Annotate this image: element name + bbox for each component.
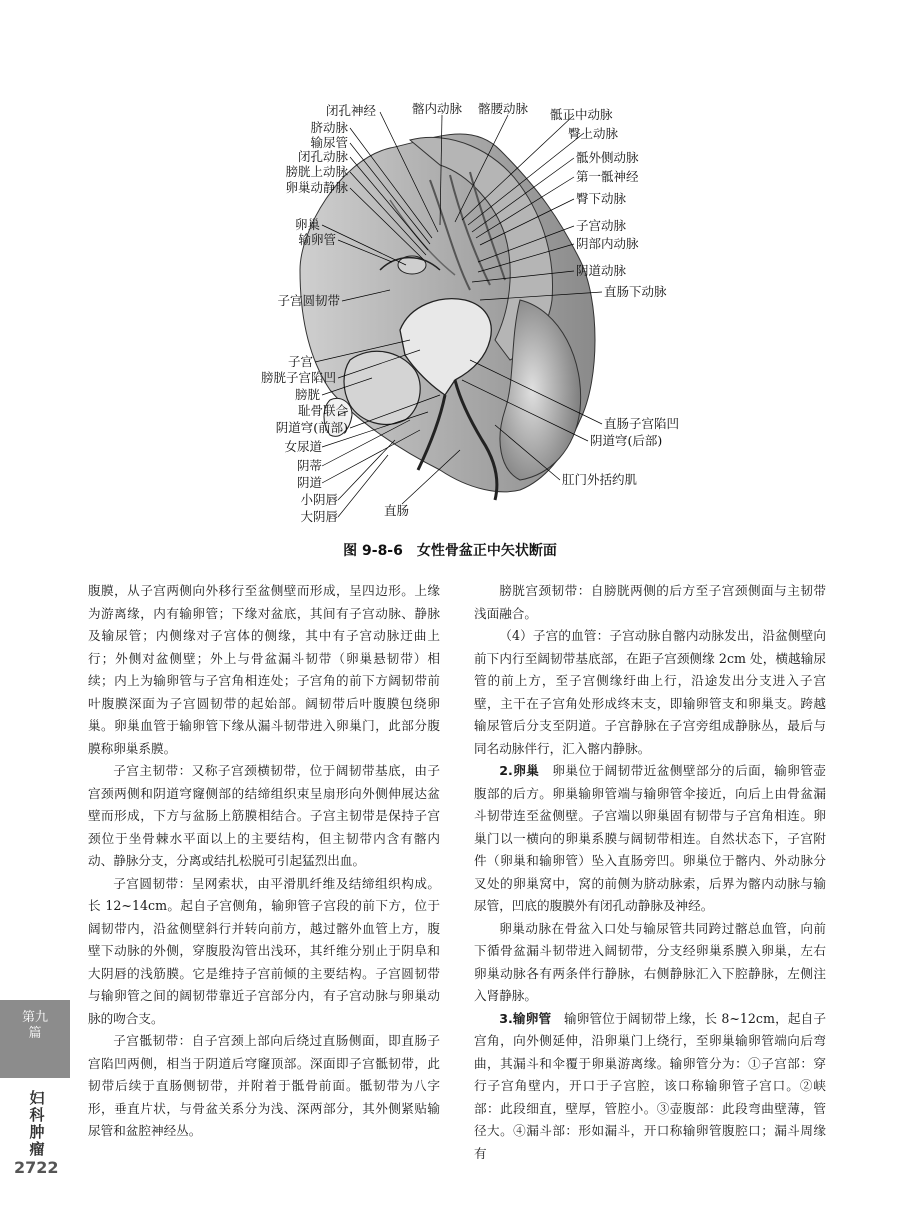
label-obturator-nerve: 闭孔神经 xyxy=(325,103,376,118)
anatomy-figure xyxy=(0,0,900,560)
pelvis-illustration xyxy=(0,0,900,560)
section-fallopian-tube xyxy=(474,1008,826,1166)
label-ovarian-vessels: 卵巢动静脉 xyxy=(285,180,348,195)
label-inferior-rectal-artery: 直肠下动脉 xyxy=(604,284,667,299)
label-vagina: 阴道 xyxy=(296,475,322,490)
label-rectum: 直肠 xyxy=(384,503,410,518)
page-number: 2722 xyxy=(14,1158,59,1177)
label-first-sacral-nerve: 第一骶神经 xyxy=(576,169,639,184)
paragraph-broad-ligament: 腹膜，从子宫两侧向外移行至盆侧壁而形成，呈四边形。上缘为游离缘，内有输卵管；下缘对盆底，其间有子宫动脉、静脉及输尿管；内侧缘对子宫体的侧缘，其中有子宫动脉迂曲上行；外侧对盆侧壁；外上与骨盆漏斗韧带（卵巢悬韧带）相续；内上为输卵管与子宫角相连处；子宫角的前下方阔韧带前叶腹膜深面为子宫圆韧带的起始部。阔韧带后叶腹膜包绕卵巢。卵巢血管于输卵管下缘从漏斗韧带进入卵巢门，此部分腹膜称卵巢系膜。 xyxy=(88,583,440,756)
label-labia-minora: 小阴唇 xyxy=(300,492,338,507)
label-internal-iliac-artery: 髂内动脉 xyxy=(412,101,463,116)
paragraph-vesicocervical-ligament: 膀胱宫颈韧带：自膀胱两侧的后方至子宫颈侧面与主韧带浅面融合。 xyxy=(474,583,826,621)
label-inferior-gluteal-artery: 臀下动脉 xyxy=(576,191,627,206)
label-pubic-symphysis: 耻骨联合 xyxy=(297,403,348,418)
tube-text: 输卵管位于阔韧带上缘，长 8~12cm，起自子宫角，向外侧延伸，沿卵巢门上绕行，至卵巢输卵管端向后弯曲，其漏斗和伞覆于卵巢游离缘。输卵管分为：①子宫部：穿行子宫角壁内，开口于子宫腔，该口称输卵管子宫口。②峡部：此段细直，壁厚，管腔小。③壶腹部：此段弯曲壁薄，管径大。④漏斗部：形如漏斗，开口称输卵管腹腔口；漏斗周缘有 xyxy=(474,1010,826,1161)
paragraph-cardinal-ligament: 子宫主韧带：又称子宫颈横韧带，位于阔韧带基底，由子宫颈两侧和阴道穹窿侧部的结缔组织束呈扇形向外侧伸展达盆壁而形成，下方与盆肠上筋膜相结合。子宫主韧带是保持子宫颈位于坐骨棘水平面以上的主要结构，但主韧带内含有髂内动、静脉分支，分离或结扎松脱可引起猛烈出血。 xyxy=(88,763,440,868)
label-lateral-sacral-artery: 骶外侧动脉 xyxy=(576,150,639,165)
label-iliolumbar-artery: 髂腰动脉 xyxy=(478,101,529,116)
label-rectouterine-pouch: 直肠子宫陷凹 xyxy=(604,416,680,431)
label-superior-gluteal-artery: 臀上动脉 xyxy=(568,126,619,141)
label-posterior-fornix: 阴道穹(后部) xyxy=(590,433,663,448)
section-number: 2. xyxy=(499,763,513,778)
paragraph-round-ligament: 子宫圆韧带：呈网索状，由平滑肌纤维及结缔组织构成。长 12~14cm。起自子宫侧角，输卵管子宫段的前下方，位于阔韧带内，沿盆侧壁斜行并转向前方，越过髂外血管上方，腹壁下动脉的外侧，穿腹股沟管出浅环，其纤维分别止于阴阜和大阴唇的浅筋膜。它是维持子宫前倾的主要结构。子宫圆韧带与输卵管之间的阔韧带靠近子宫部分内，有子宫动脉与卵巢动脉的吻合支。 xyxy=(88,875,440,1026)
label-fallopian-tube: 输卵管 xyxy=(298,232,336,247)
paragraph-uterine-vessels: （4）子宫的血管：子宫动脉自髂内动脉发出，沿盆侧壁向前下内行至阔韧带基底部，在距子宫颈侧缘 2cm 处，横越输尿管的前上方，至子宫侧缘纡曲上行，沿途发出分支进入子宫壁，主干在子宫角处形成终末支，即输卵管支和卵巢支。跨越输尿管后分支至阴道。子宫静脉在子宫旁组成静脉丛，最后与同名动脉伴行，汇入髂内静脉。 xyxy=(474,628,826,756)
label-obturator-artery: 闭孔动脉 xyxy=(297,149,348,164)
right-column xyxy=(474,580,826,1165)
ovary-text: 卵巢位于阔韧带近盆侧壁部分的后面，输卵管壶腹部的后方。卵巢输卵管端与输卵管伞接近，向后上由骨盆漏斗韧带连至盆侧壁。子宫端以卵巢固有韧带与子宫角相连。卵巢门以一横向的卵巢系膜与阔韧带相连。自然状态下，子宫附件（卵巢和输卵管）坠入直肠旁凹。卵巢位于髂内、外动脉分叉处的卵巢窝中，窝的前侧为脐动脉索，后界为髂内动脉与输尿管，凹底的腹膜外有闭孔动静脉及神经。 xyxy=(474,763,827,913)
label-superior-vesical-artery: 膀胱上动脉 xyxy=(285,164,348,179)
section-title-ovary: 卵巢 xyxy=(512,763,540,778)
left-column xyxy=(88,580,440,1143)
chapter-tab xyxy=(0,1000,70,1078)
label-internal-pudendal-artery: 阴部内动脉 xyxy=(576,236,639,251)
paragraph-ovarian-artery: 卵巢动脉在骨盆入口处与输尿管共同跨过髂总血管，向前下循骨盆漏斗韧带进入阔韧带，分支经卵巢系膜入卵巢，左右卵巢动脉各有两条伴行静脉，右侧静脉汇入下腔静脉，左侧注入肾静脉。 xyxy=(474,920,826,1003)
label-round-ligament: 子宫圆韧带 xyxy=(277,293,340,308)
chapter-tab-line2: 篇 xyxy=(28,1026,42,1041)
section-title-tube: 输卵管 xyxy=(512,1010,552,1026)
label-female-urethra: 女尿道 xyxy=(284,439,322,454)
label-anterior-fornix: 阴道穹(前部) xyxy=(275,420,348,435)
section-number: 3. xyxy=(499,1010,513,1026)
label-median-sacral-artery: 骶正中动脉 xyxy=(550,107,613,122)
chapter-tab-line1: 第九 xyxy=(21,1010,48,1025)
label-uterus: 子宫 xyxy=(287,354,313,369)
label-external-anal-sphincter: 肛门外括约肌 xyxy=(562,472,638,487)
label-ureter: 输尿管 xyxy=(310,135,348,150)
paragraph-uterosacral-ligament: 子宫骶韧带：自子宫颈上部向后绕过直肠侧面，即直肠子宫陷凹两侧，相当于阴道后穹窿顶部。深面即子宫骶韧带，此韧带后续于直肠侧韧带，并附着于骶骨前面。骶韧带为八字形，垂直片状，与骨盆关系分为浅、深两部分，其外侧紧贴输尿管和盆腔神经丛。 xyxy=(88,1033,440,1138)
label-uterine-artery: 子宫动脉 xyxy=(576,218,627,233)
label-clitoris: 阴蒂 xyxy=(296,458,322,473)
label-bladder: 膀胱 xyxy=(294,387,320,402)
figure-caption: 图 9-8-6 女性骨盆正中矢状断面 xyxy=(343,543,557,559)
label-umbilical-artery: 脐动脉 xyxy=(310,120,348,135)
label-vaginal-artery: 阴道动脉 xyxy=(576,263,627,278)
label-vesicouterine-pouch: 膀胱子宫陷凹 xyxy=(260,370,336,385)
label-labia-majora: 大阴唇 xyxy=(300,509,338,524)
label-ovary: 卵巢 xyxy=(294,217,320,232)
section-ovary xyxy=(474,760,826,918)
section-side-label: 妇科肿瘤 xyxy=(29,1089,45,1158)
